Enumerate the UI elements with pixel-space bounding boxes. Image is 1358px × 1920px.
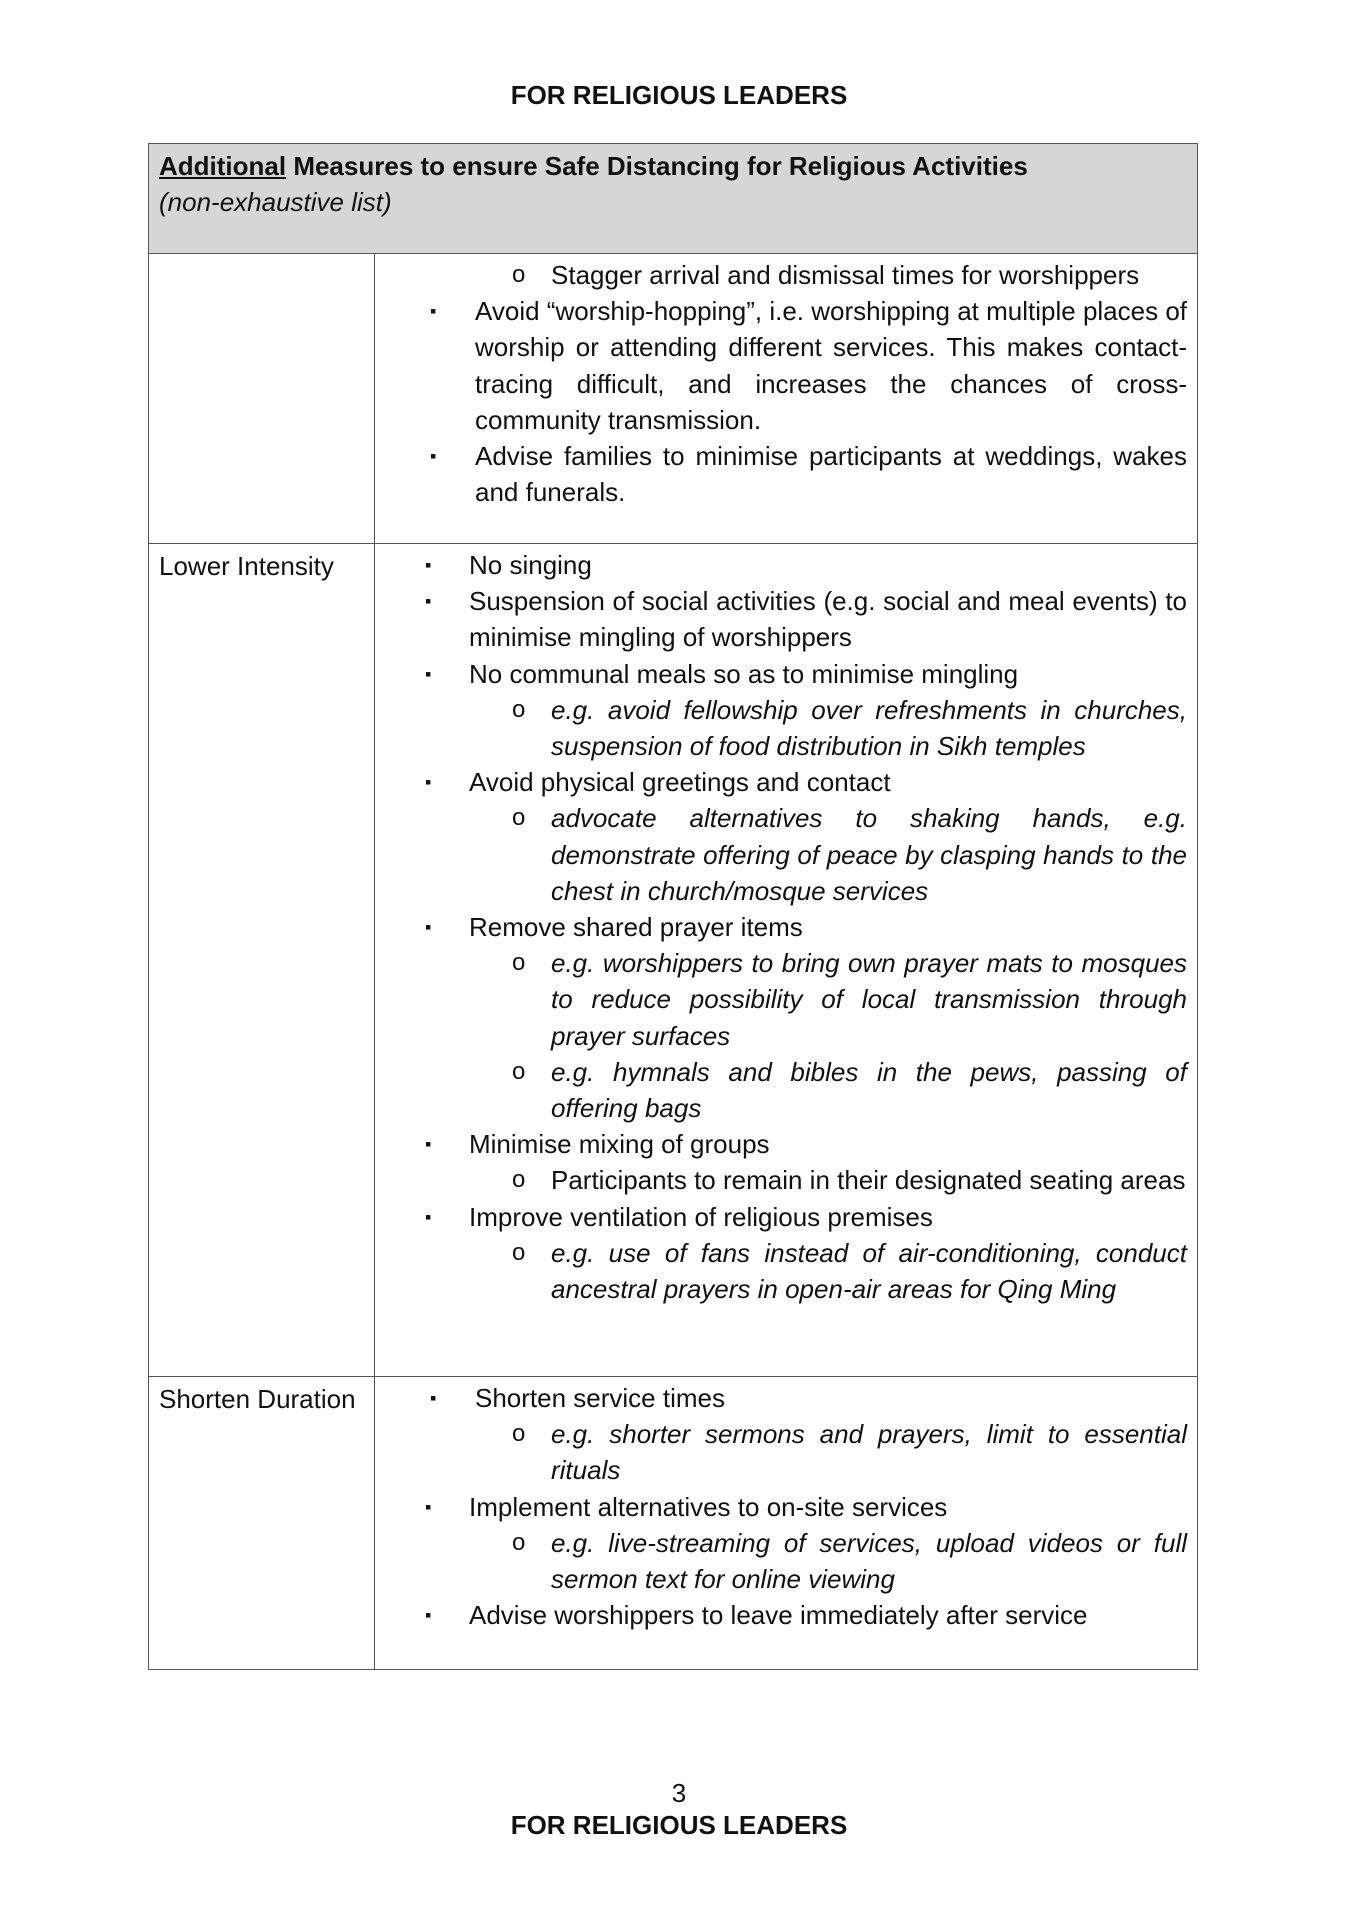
square-bullet-icon: ▪ <box>425 663 432 684</box>
square-bullet-icon: ▪ <box>425 772 432 793</box>
square-bullet-icon: ▪ <box>425 591 432 612</box>
circle-bullet-icon: o <box>512 1166 526 1194</box>
sub-item: o e.g. use of fans instead of air-conditioning, conduct ancestral prayers in open-air areas for Qing Ming <box>375 1235 1187 1307</box>
bullet-item: ▪ Implement alternatives to on-site services <box>375 1489 1187 1525</box>
bullet-item: ▪ No communal meals so as to minimise mingling <box>375 656 1187 692</box>
category-cell: Lower Intensity <box>149 544 375 1376</box>
bullet-item: ▪ Remove shared prayer items <box>375 909 1187 945</box>
page-number: 3 <box>671 1778 687 1808</box>
square-bullet-icon: ▪ <box>430 301 437 322</box>
table-subtitle: (non-exhaustive list) <box>159 187 392 217</box>
circle-bullet-icon: o <box>512 949 526 977</box>
bullet-item: ▪ Advise families to minimise participants at weddings, wakes and funerals. <box>375 438 1187 510</box>
measures-cell <box>375 1377 1197 1669</box>
category-cell: Shorten Duration <box>149 1377 375 1669</box>
sub-item: o e.g. avoid fellowship over refreshments in churches, suspension of food distribution in Sikh temples <box>375 692 1187 764</box>
circle-bullet-icon: o <box>512 695 526 723</box>
table-title-text: Measures to ensure Safe Distancing for Religious Activities <box>286 151 1028 181</box>
circle-bullet-icon: o <box>512 804 526 832</box>
square-bullet-icon: ▪ <box>425 1206 432 1227</box>
bullet-item: ▪ Avoid physical greetings and contact <box>375 764 1187 800</box>
page-header: FOR RELIGIOUS LEADERS <box>510 80 848 110</box>
table-title <box>159 148 1187 184</box>
page-footer: FOR RELIGIOUS LEADERS <box>510 1810 848 1840</box>
bullet-item: ▪ Minimise mixing of groups <box>375 1126 1187 1162</box>
square-bullet-icon: ▪ <box>430 1388 437 1408</box>
circle-bullet-icon: o <box>512 1528 526 1556</box>
sub-item: o e.g. worshippers to bring own prayer mats to mosques to reduce possibility of local transmission through prayer surfaces <box>375 945 1187 1054</box>
square-bullet-icon: ▪ <box>425 1605 432 1626</box>
bullet-item: ▪ Shorten service times <box>375 1380 1187 1416</box>
circle-bullet-icon: o <box>512 1057 526 1085</box>
bullet-item: ▪ Avoid “worship-hopping”, i.e. worshipping at multiple places of worship or attending different services. This makes contact-tracing difficult, and increases the chances of cross-community transmission. <box>375 293 1187 438</box>
circle-bullet-icon: o <box>512 1420 526 1448</box>
circle-bullet-icon: o <box>512 1238 526 1266</box>
measures-cell <box>375 544 1197 1376</box>
measures-table <box>148 143 1198 1670</box>
square-bullet-icon: ▪ <box>425 1496 432 1517</box>
square-bullet-icon: ▪ <box>425 555 432 575</box>
square-bullet-icon: ▪ <box>425 1134 432 1155</box>
sub-item: o e.g. hymnals and bibles in the pews, passing of offering bags <box>375 1054 1187 1126</box>
sub-item: o Participants to remain in their designated seating areas <box>375 1162 1187 1198</box>
table-title-emphasis: Additional <box>159 151 287 181</box>
measures-cell <box>375 254 1197 543</box>
bullet-item: ▪ Advise worshippers to leave immediately after service <box>375 1597 1187 1633</box>
circle-bullet-icon: o <box>512 261 526 288</box>
table-row-continued <box>149 254 1197 544</box>
category-cell <box>149 254 375 543</box>
sub-item: o advocate alternatives to shaking hands, e.g. demonstrate offering of peace by clasping hands to the chest in church/mosque services <box>375 800 1187 909</box>
table-row-shorten-duration <box>149 1377 1197 1669</box>
square-bullet-icon: ▪ <box>425 917 432 938</box>
table-header <box>149 144 1197 254</box>
sub-item: o e.g. live-streaming of services, upload videos or full sermon text for online viewing <box>375 1525 1187 1597</box>
square-bullet-icon: ▪ <box>430 446 437 467</box>
sub-item: o e.g. shorter sermons and prayers, limit to essential rituals <box>375 1416 1187 1488</box>
sub-item: o Stagger arrival and dismissal times for worshippers <box>375 257 1187 293</box>
bullet-item: ▪ No singing <box>375 547 1187 583</box>
table-row-lower-intensity <box>149 544 1197 1377</box>
bullet-item: ▪ Improve ventilation of religious premises <box>375 1199 1187 1235</box>
bullet-item: ▪ Suspension of social activities (e.g. social and meal events) to minimise mingling of worshippers <box>375 583 1187 655</box>
